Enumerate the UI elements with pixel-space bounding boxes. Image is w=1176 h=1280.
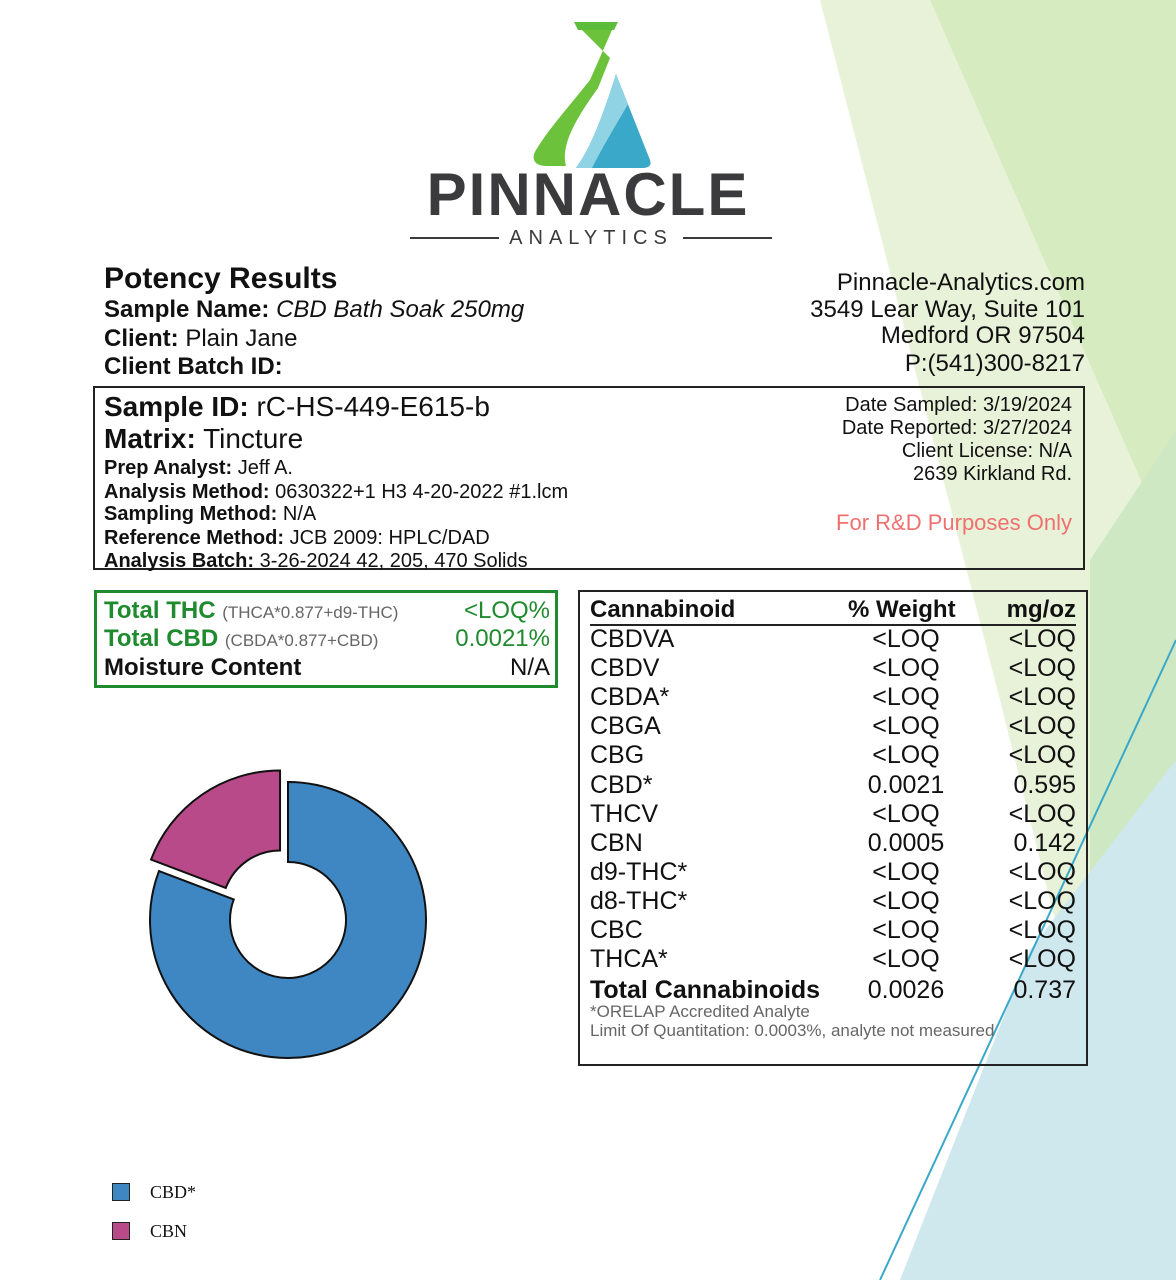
weight-value: 0.0021	[867, 770, 945, 799]
mgoz-value: <LOQ	[1008, 886, 1076, 915]
cannabinoid-name: d9-THC*	[590, 857, 688, 886]
client-batch-label: Client Batch ID:	[104, 353, 283, 380]
cannabinoid-name: CBDA*	[590, 683, 670, 712]
table-row	[590, 683, 1076, 712]
reference-method-value: JCB 2009: HPLC/DAD	[289, 527, 490, 549]
reference-method-row	[104, 527, 490, 549]
cannabinoid-name: d8-THC*	[590, 886, 688, 915]
total-cannabinoids-row	[590, 976, 1076, 1005]
total-cbd-label: Total CBD	[104, 625, 219, 652]
client-batch-row	[104, 353, 283, 381]
total-cbd-value: 0.0021%	[455, 625, 550, 652]
weight-value: <LOQ	[872, 683, 940, 712]
header-weight: % Weight	[848, 596, 956, 623]
weight-value: 0.0005	[867, 828, 945, 857]
cannabinoid-name: CBD*	[590, 770, 653, 799]
sampling-method-value: N/A	[282, 503, 317, 525]
brand-rule-left	[410, 237, 499, 239]
table-row	[590, 858, 1076, 887]
cannabinoid-name: CBDV	[590, 654, 660, 683]
weight-value: <LOQ	[872, 886, 940, 915]
legend-label-cbn: CBN	[150, 1221, 188, 1241]
analysis-method-value: 0630322+1 H3 4-20-2022 #1.lcm	[275, 481, 569, 503]
prep-analyst-value: Jeff A.	[237, 457, 293, 479]
table-row	[590, 829, 1076, 858]
sample-name-label: Sample Name:	[104, 296, 270, 323]
mgoz-value: <LOQ	[1008, 799, 1076, 828]
flask-logo-icon	[526, 18, 654, 170]
total-cannabinoids-weight: 0.0026	[867, 976, 945, 1004]
moisture-row	[104, 654, 550, 682]
legend-swatch-cbn	[112, 1222, 130, 1240]
loq-note: Limit Of Quantitation: 0.0003%, analyte not measured	[590, 1021, 995, 1040]
date-reported: Date Reported: 3/27/2024	[841, 417, 1072, 439]
brand-name: PINNACLE	[426, 161, 750, 228]
sample-id-label: Sample ID:	[104, 391, 249, 422]
brand-subtitle: ANALYTICS	[509, 227, 673, 249]
mgoz-value: <LOQ	[1008, 625, 1076, 653]
table-row	[590, 916, 1076, 945]
reference-method-label: Reference Method:	[104, 527, 285, 549]
table-row	[590, 654, 1076, 683]
mgoz-value: <LOQ	[1008, 683, 1076, 712]
table-row	[590, 771, 1076, 800]
cannabinoid-name: CBG	[590, 741, 645, 770]
brand-rule-right	[683, 237, 772, 239]
moisture-value: N/A	[509, 654, 550, 681]
matrix-label: Matrix:	[104, 423, 196, 454]
matrix-row	[104, 424, 303, 454]
page-title: Potency Results	[104, 262, 338, 295]
prep-analyst-label: Prep Analyst:	[104, 457, 233, 479]
sample-id-value: rC-HS-449-E615-b	[256, 391, 490, 422]
total-cannabinoids-mgoz: 0.737	[1013, 976, 1076, 1004]
cannabinoid-name: THCV	[590, 799, 659, 828]
mgoz-value: 0.595	[1013, 770, 1076, 799]
sample-id-row	[104, 392, 490, 422]
table-header	[590, 596, 1076, 626]
sampling-method-row	[104, 503, 316, 525]
cannabinoid-name: THCA*	[590, 945, 668, 974]
mgoz-value: <LOQ	[1008, 712, 1076, 741]
weight-value: <LOQ	[872, 712, 940, 741]
client-license: Client License: N/A	[901, 440, 1072, 462]
lab-city: Medford OR 97504	[880, 322, 1085, 349]
legend-swatch-cbd	[112, 1183, 130, 1201]
mgoz-value: 0.142	[1013, 828, 1076, 857]
sample-name-value: CBD Bath Soak 250mg	[276, 296, 525, 323]
table-row	[590, 712, 1076, 741]
analysis-method-label: Analysis Method:	[104, 481, 270, 503]
mgoz-value: <LOQ	[1008, 741, 1076, 770]
table-row	[590, 741, 1076, 770]
moisture-label: Moisture Content	[104, 654, 302, 681]
sample-name-row	[104, 296, 524, 324]
lab-phone: P:(541)300-8217	[904, 350, 1085, 377]
table-row	[590, 800, 1076, 829]
mgoz-value: <LOQ	[1008, 916, 1076, 944]
analysis-batch-row	[104, 550, 528, 572]
cannabinoid-name: CBC	[590, 916, 643, 944]
client-value: Plain Jane	[185, 325, 298, 352]
lab-website: Pinnacle-Analytics.com	[836, 269, 1085, 296]
client-address: 2639 Kirkland Rd.	[913, 463, 1072, 485]
lab-street: 3549 Lear Way, Suite 101	[810, 296, 1085, 323]
client-row	[104, 325, 297, 353]
table-row	[590, 945, 1076, 974]
total-thc-value: <LOQ%	[463, 597, 550, 624]
cannabinoid-name: CBDVA	[590, 625, 675, 653]
legend-label-cbd: CBD*	[150, 1182, 197, 1202]
total-thc-row	[104, 597, 550, 627]
header-mgoz: mg/oz	[1006, 596, 1076, 623]
header-cannabinoid: Cannabinoid	[590, 596, 736, 623]
cannabinoid-name: CBGA	[590, 712, 661, 741]
donut-slice-cbn	[151, 770, 280, 887]
table-row	[590, 625, 1076, 654]
total-thc-formula: (THCA*0.877+d9-THC)	[222, 603, 399, 622]
weight-value: <LOQ	[872, 654, 940, 683]
weight-value: <LOQ	[872, 857, 940, 886]
analysis-batch-value: 3-26-2024 42, 205, 470 Solids	[259, 550, 528, 572]
weight-value: <LOQ	[872, 916, 940, 944]
orelap-note: *ORELAP Accredited Analyte	[590, 1002, 810, 1021]
analysis-batch-label: Analysis Batch:	[104, 550, 255, 572]
weight-value: <LOQ	[872, 945, 940, 974]
mgoz-value: <LOQ	[1008, 945, 1076, 974]
weight-value: <LOQ	[872, 625, 940, 653]
analysis-method-row	[104, 481, 568, 503]
table-row	[590, 887, 1076, 916]
total-cbd-row	[104, 625, 550, 655]
total-cannabinoids-label: Total Cannabinoids	[590, 976, 821, 1004]
weight-value: <LOQ	[872, 799, 940, 828]
cannabinoid-donut-chart	[140, 760, 440, 1070]
mgoz-value: <LOQ	[1008, 857, 1076, 886]
mgoz-value: <LOQ	[1008, 654, 1076, 683]
cannabinoid-name: CBN	[590, 828, 643, 857]
rnd-purpose-note: For R&D Purposes Only	[836, 510, 1072, 535]
brand-subtitle-wrap	[410, 226, 772, 250]
total-thc-label: Total THC	[104, 597, 216, 624]
total-cbd-formula: (CBDA*0.877+CBD)	[224, 631, 379, 650]
matrix-value: Tincture	[203, 423, 304, 454]
prep-analyst-row	[104, 457, 293, 479]
weight-value: <LOQ	[872, 741, 940, 770]
sampling-method-label: Sampling Method:	[104, 503, 278, 525]
date-sampled: Date Sampled: 3/19/2024	[845, 394, 1072, 416]
client-label: Client:	[104, 325, 179, 352]
